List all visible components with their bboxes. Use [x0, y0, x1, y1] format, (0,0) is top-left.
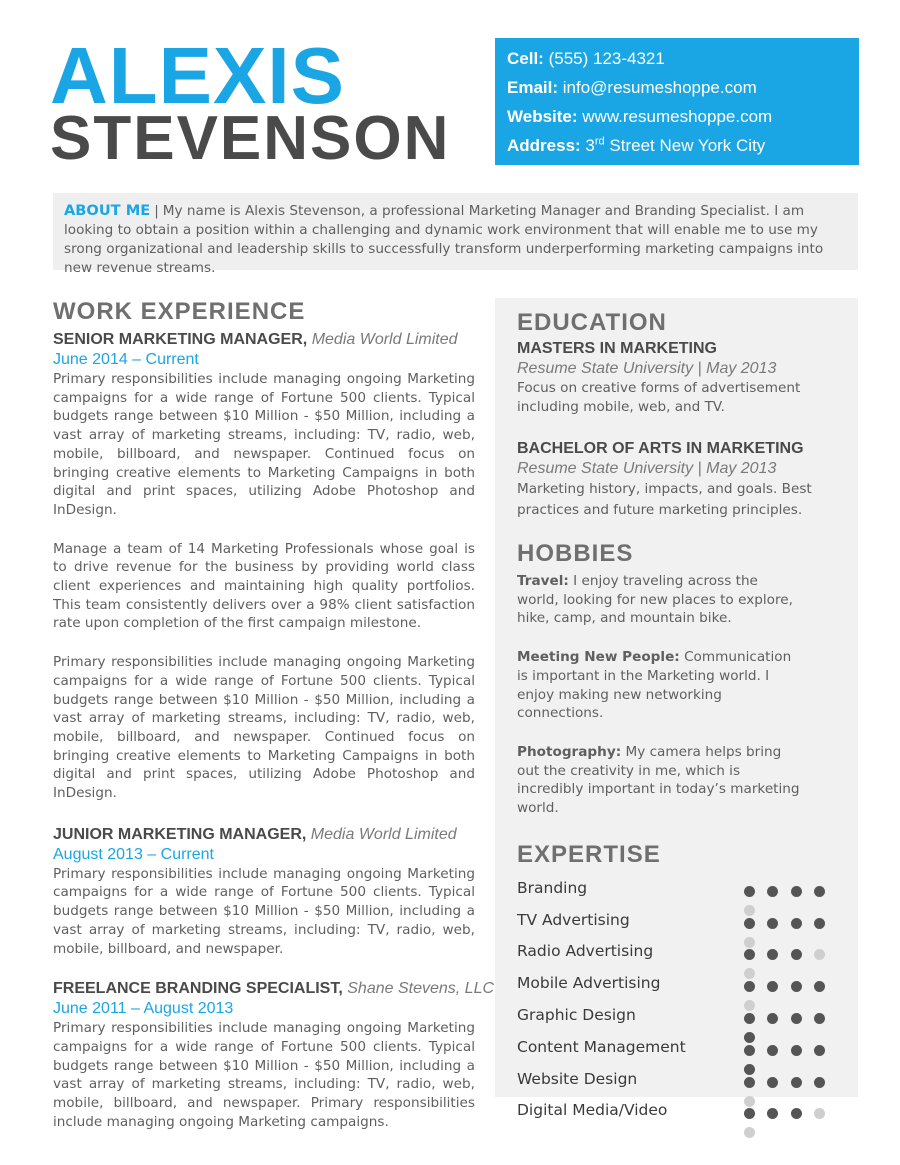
cell-value: (555) 123-4321 [548, 49, 665, 68]
about-section [53, 193, 858, 276]
contact-address [507, 131, 847, 160]
contact-box [495, 38, 859, 165]
hobby-label: Meeting New People: [517, 649, 680, 666]
expertise-row [517, 1035, 858, 1067]
rating-dot-filled [791, 1045, 802, 1056]
rating-dot-filled [814, 1045, 825, 1056]
education-item [517, 439, 858, 521]
hobby-text: Communication is important in the Marketing world. I enjoy making new networking connections. [517, 649, 792, 722]
hobby-item [517, 743, 802, 818]
rating-dot-filled [767, 1108, 778, 1119]
address-label: Address: [507, 136, 581, 155]
job-title-text: FREELANCE BRANDING SPECIALIST, [53, 980, 343, 998]
hobby-text: I enjoy traveling across the world, looking for new places to explore, hike, camp, and mountain bike. [517, 573, 793, 627]
degree-title: MASTERS IN MARKETING [517, 340, 717, 357]
job-paragraph: Manage a team of 14 Marketing Professionals whose goal is to drive revenue for the business by providing world class client experiences and maintaining high quality portfolios. This team consistently delivers over a 98% client satisfaction rate upon completion of the first campaign milestone. [53, 540, 475, 632]
work-experience-section [53, 298, 495, 1132]
expertise-list [517, 876, 858, 1130]
rating-dot-filled [767, 918, 778, 929]
rating-dot-filled [791, 1108, 802, 1119]
last-name: STEVENSON [50, 104, 451, 173]
education-item [517, 339, 858, 417]
rating-dot-filled [791, 981, 802, 992]
rating-dot-filled [744, 1045, 755, 1056]
education-heading: EDUCATION [517, 309, 667, 336]
skill-label: Graphic Design [517, 1005, 636, 1024]
about-title: ABOUT ME [64, 202, 151, 219]
email-value[interactable]: info@resumeshoppe.com [562, 78, 757, 97]
degree-description: Focus on creative forms of advertisement including mobile, web, and TV. [517, 380, 801, 415]
job-freelance [53, 979, 495, 1131]
address-ordinal: rd [594, 135, 605, 148]
sidebar-panel [495, 298, 858, 1120]
rating-dot-filled [767, 949, 778, 960]
rating-dot-filled [814, 1013, 825, 1024]
rating-dot-empty [814, 949, 825, 960]
cell-label: Cell: [507, 49, 544, 68]
expertise-row [517, 908, 858, 940]
rating-dot-filled [791, 1013, 802, 1024]
email-label: Email: [507, 78, 559, 97]
job-paragraph: Primary responsibilities include managing ongoing Marketing campaigns for a wide range of Fortune 500 clients. Typical budgets range between $10 Million - $50 Million, including a vast array of marketing streams, including: TV, radio, web, mobile, billboard, and newspaper. Continued focus on bringing creative elements to Marketing Campaigns in both digital and print spaces, utilizing Adobe Photoshop and InDesign. [53, 371, 475, 518]
address-number: 3 [585, 136, 595, 155]
rating-dot-filled [767, 1013, 778, 1024]
job-company: Media World Limited [311, 331, 458, 348]
job-title-text: SENIOR MARKETING MANAGER, [53, 331, 308, 348]
work-heading: WORK EXPERIENCE [53, 298, 306, 325]
job-paragraph: Primary responsibilities include managing ongoing Marketing campaigns for a wide range of Fortune 500 clients. Typical budgets range between $10 Million - $50 Million, including a vast array of marketing streams, including: TV, radio, web, mobile, billboard, and newspaper. Primary responsibilities include managing ongoing Marketing campaigns. [53, 1020, 475, 1130]
skill-label: TV Advertising [517, 910, 630, 929]
rating-dot-filled [767, 1077, 778, 1088]
rating-dot-filled [791, 918, 802, 929]
website-label: Website: [507, 107, 578, 126]
job-company: Shane Stevens, LLC [347, 980, 495, 998]
rating-dot-filled [744, 918, 755, 929]
degree-title: BACHELOR OF ARTS IN MARKETING [517, 440, 804, 457]
hobbies-heading: HOBBIES [517, 540, 634, 567]
job-junior [53, 825, 475, 959]
job-senior [53, 330, 475, 803]
school-line: Resume State University | May 2013 [517, 460, 777, 477]
expertise-row [517, 971, 858, 1003]
about-text: My name is Alexis Stevenson, a professional Marketing Manager and Branding Specialist. I am looking to obtain a position within a challenging and dynamic work environment that will enable me to use my srong organizational and leadership skills to successfully transform underperforming marketing campaigns into new revenue streams. [64, 203, 824, 276]
website-value[interactable]: www.resumeshoppe.com [582, 107, 773, 126]
job-title-text: JUNIOR MARKETING MANAGER, [53, 825, 307, 843]
rating-dot-filled [744, 1108, 755, 1119]
skill-label: Mobile Advertising [517, 974, 661, 993]
address-street: Street New York City [609, 136, 766, 155]
rating-dot-filled [767, 886, 778, 897]
hobby-label: Photography: [517, 743, 622, 760]
rating-dot-filled [767, 1045, 778, 1056]
rating-dot-filled [744, 1077, 755, 1088]
first-name: ALEXIS [50, 31, 345, 120]
job-company: Media World Limited [310, 825, 457, 843]
hobby-text: My camera helps bring out the creativity in me, which is incredibly important in today’s marketing world. [517, 743, 800, 817]
rating-dot-filled [744, 949, 755, 960]
rating-dot-filled [767, 981, 778, 992]
skill-label: Website Design [517, 1069, 638, 1088]
hobby-item [517, 572, 802, 628]
skill-label: Radio Advertising [517, 942, 654, 961]
hobby-item [517, 648, 802, 723]
contact-cell [507, 44, 847, 73]
rating-dot-filled [814, 1077, 825, 1088]
job-title [53, 825, 475, 845]
rating-dot-empty [744, 1127, 755, 1138]
contact-website [507, 102, 847, 131]
expertise-row [517, 1067, 858, 1099]
expertise-row [517, 939, 858, 971]
degree-description: Marketing history, impacts, and goals. Best practices and future marketing principles. [517, 481, 812, 518]
job-paragraph: Primary responsibilities include managing ongoing Marketing campaigns for a wide range of Fortune 500 clients. Typical budgets range between $10 Million - $50 Million, including a vast array of marketing streams, including: TV, radio, web, mobile, billboard, and newspaper. [53, 865, 475, 957]
rating-dot-filled [814, 981, 825, 992]
rating-dot-filled [744, 981, 755, 992]
job-title [53, 979, 495, 999]
skill-label: Branding [517, 878, 588, 897]
expertise-row [517, 876, 858, 908]
expertise-row [517, 1098, 858, 1130]
rating-dot-filled [791, 949, 802, 960]
school-line: Resume State University | May 2013 [517, 360, 777, 377]
rating-dot-filled [744, 1013, 755, 1024]
job-dates: June 2011 – August 2013 [53, 1000, 234, 1018]
rating-dot-empty [814, 1108, 825, 1119]
rating-dot-filled [814, 918, 825, 929]
rating-dot-filled [791, 886, 802, 897]
hobby-label: Travel: [517, 573, 569, 589]
skill-label: Digital Media/Video [517, 1101, 668, 1120]
rating-dot-filled [814, 886, 825, 897]
job-dates: June 2014 – Current [53, 351, 199, 368]
expertise-row [517, 1003, 858, 1035]
skill-rating [744, 1104, 858, 1142]
job-paragraph: Primary responsibilities include managing ongoing Marketing campaigns for a wide range of Fortune 500 clients. Typical budgets range between $10 Million - $50 Million, including a vast array of marketing streams, including: TV, radio, web, mobile, billboard, and newspaper. Continued focus on bringing creative elements to Marketing Campaigns in both digital and print spaces, utilizing Adobe Photoshop and InDesign. [53, 654, 475, 802]
about-separator: | [154, 203, 159, 219]
expertise-heading: EXPERTISE [517, 840, 661, 868]
contact-email [507, 73, 847, 102]
rating-dot-filled [744, 886, 755, 897]
job-dates: August 2013 – Current [53, 845, 214, 863]
job-title [53, 330, 475, 350]
rating-dot-filled [791, 1077, 802, 1088]
skill-label: Content Management [517, 1037, 686, 1056]
